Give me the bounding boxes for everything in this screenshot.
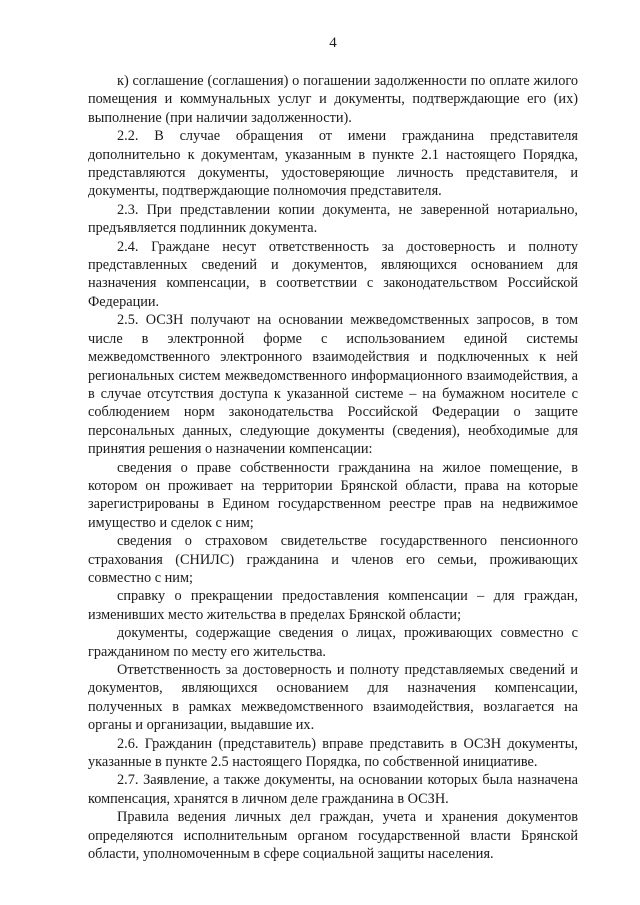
document-body bbox=[88, 72, 578, 863]
paragraph-responsibility: Ответственность за достоверность и полноту представляемых сведений и документов, являющихся основанием для назначения компенсации, полученных в рамках межведомственного взаимодействия, возлагается на органы и организации, выдавшие их. bbox=[88, 662, 578, 734]
paragraph-2-2: 2.2. В случае обращения от имени гражданина представителя дополнительно к документам, указанным в пункте 2.1 настоящего Порядка, представляются документы, удостоверяющие личность представителя, и документы, подтверждающие полномочия представителя. bbox=[88, 128, 578, 200]
paragraph-2-4: 2.4. Граждане несут ответственность за достоверность и полноту представленных сведений и документов, являющихся основанием для назначения компенсации, в соответствии с законодательством Российской Федерации. bbox=[88, 238, 578, 310]
paragraph-k-agreement: к) соглашение (соглашения) о погашении задолженности по оплате жилого помещения и коммунальных услуг и документы, подтверждающие его (их) выполнение (при наличии задолженности). bbox=[88, 73, 578, 126]
page-number: 4 bbox=[329, 35, 337, 51]
paragraph-2-7: 2.7. Заявление, а также документы, на основании которых была назначена компенсация, хранятся в личном деле гражданина в ОСЗН. bbox=[88, 772, 578, 807]
paragraph-2-5-termination: справку о прекращении предоставления компенсации – для граждан, изменивших место жительства в пределах Брянской области; bbox=[88, 588, 578, 623]
paragraph-2-3: 2.3. При представлении копии документа, не заверенной нотариально, предъявляется подлинник документа. bbox=[88, 201, 578, 237]
paragraph-2-5-ownership: сведения о праве собственности гражданина на жилое помещение, в котором он проживает на территории Брянской области, права на которые зарегистрированы в Едином государственном реестре прав на недвижимое имущество и сделок с ним; bbox=[88, 459, 578, 531]
paragraph-2-6: 2.6. Гражданин (представитель) вправе представить в ОСЗН документы, указанные в пункте 2.5 настоящего Порядка, по собственной инициативе. bbox=[88, 735, 578, 771]
paragraph-2-5-cohabitants: документы, содержащие сведения о лицах, проживающих совместно с гражданином по месту его жительства. bbox=[88, 625, 578, 660]
paragraph-2-5: 2.5. ОСЗН получают на основании межведомственных запросов, в том числе в электронной форме с использованием единой системы межведомственного электронного взаимодействия и подключенных к ней региональных систем межведомственного информационного взаимодействия, а в случае отсутствия доступа к указанной системе – на бумажном носителе с соблюдением норм законодательства Российской Федерации о защите персональных данных, следующие документы (сведения), необходимые для принятия решения о назначении компенсации: bbox=[88, 312, 578, 458]
paragraph-2-5-snils: сведения о страховом свидетельстве государственного пенсионного страхования (СНИЛС) гражданина и членов его семьи, проживающих совместно с ним; bbox=[88, 533, 578, 586]
paragraph-rules: Правила ведения личных дел граждан, учета и хранения документов определяются исполнительным органом государственной власти Брянской области, уполномоченным в сфере социальной защиты населения. bbox=[88, 809, 578, 863]
